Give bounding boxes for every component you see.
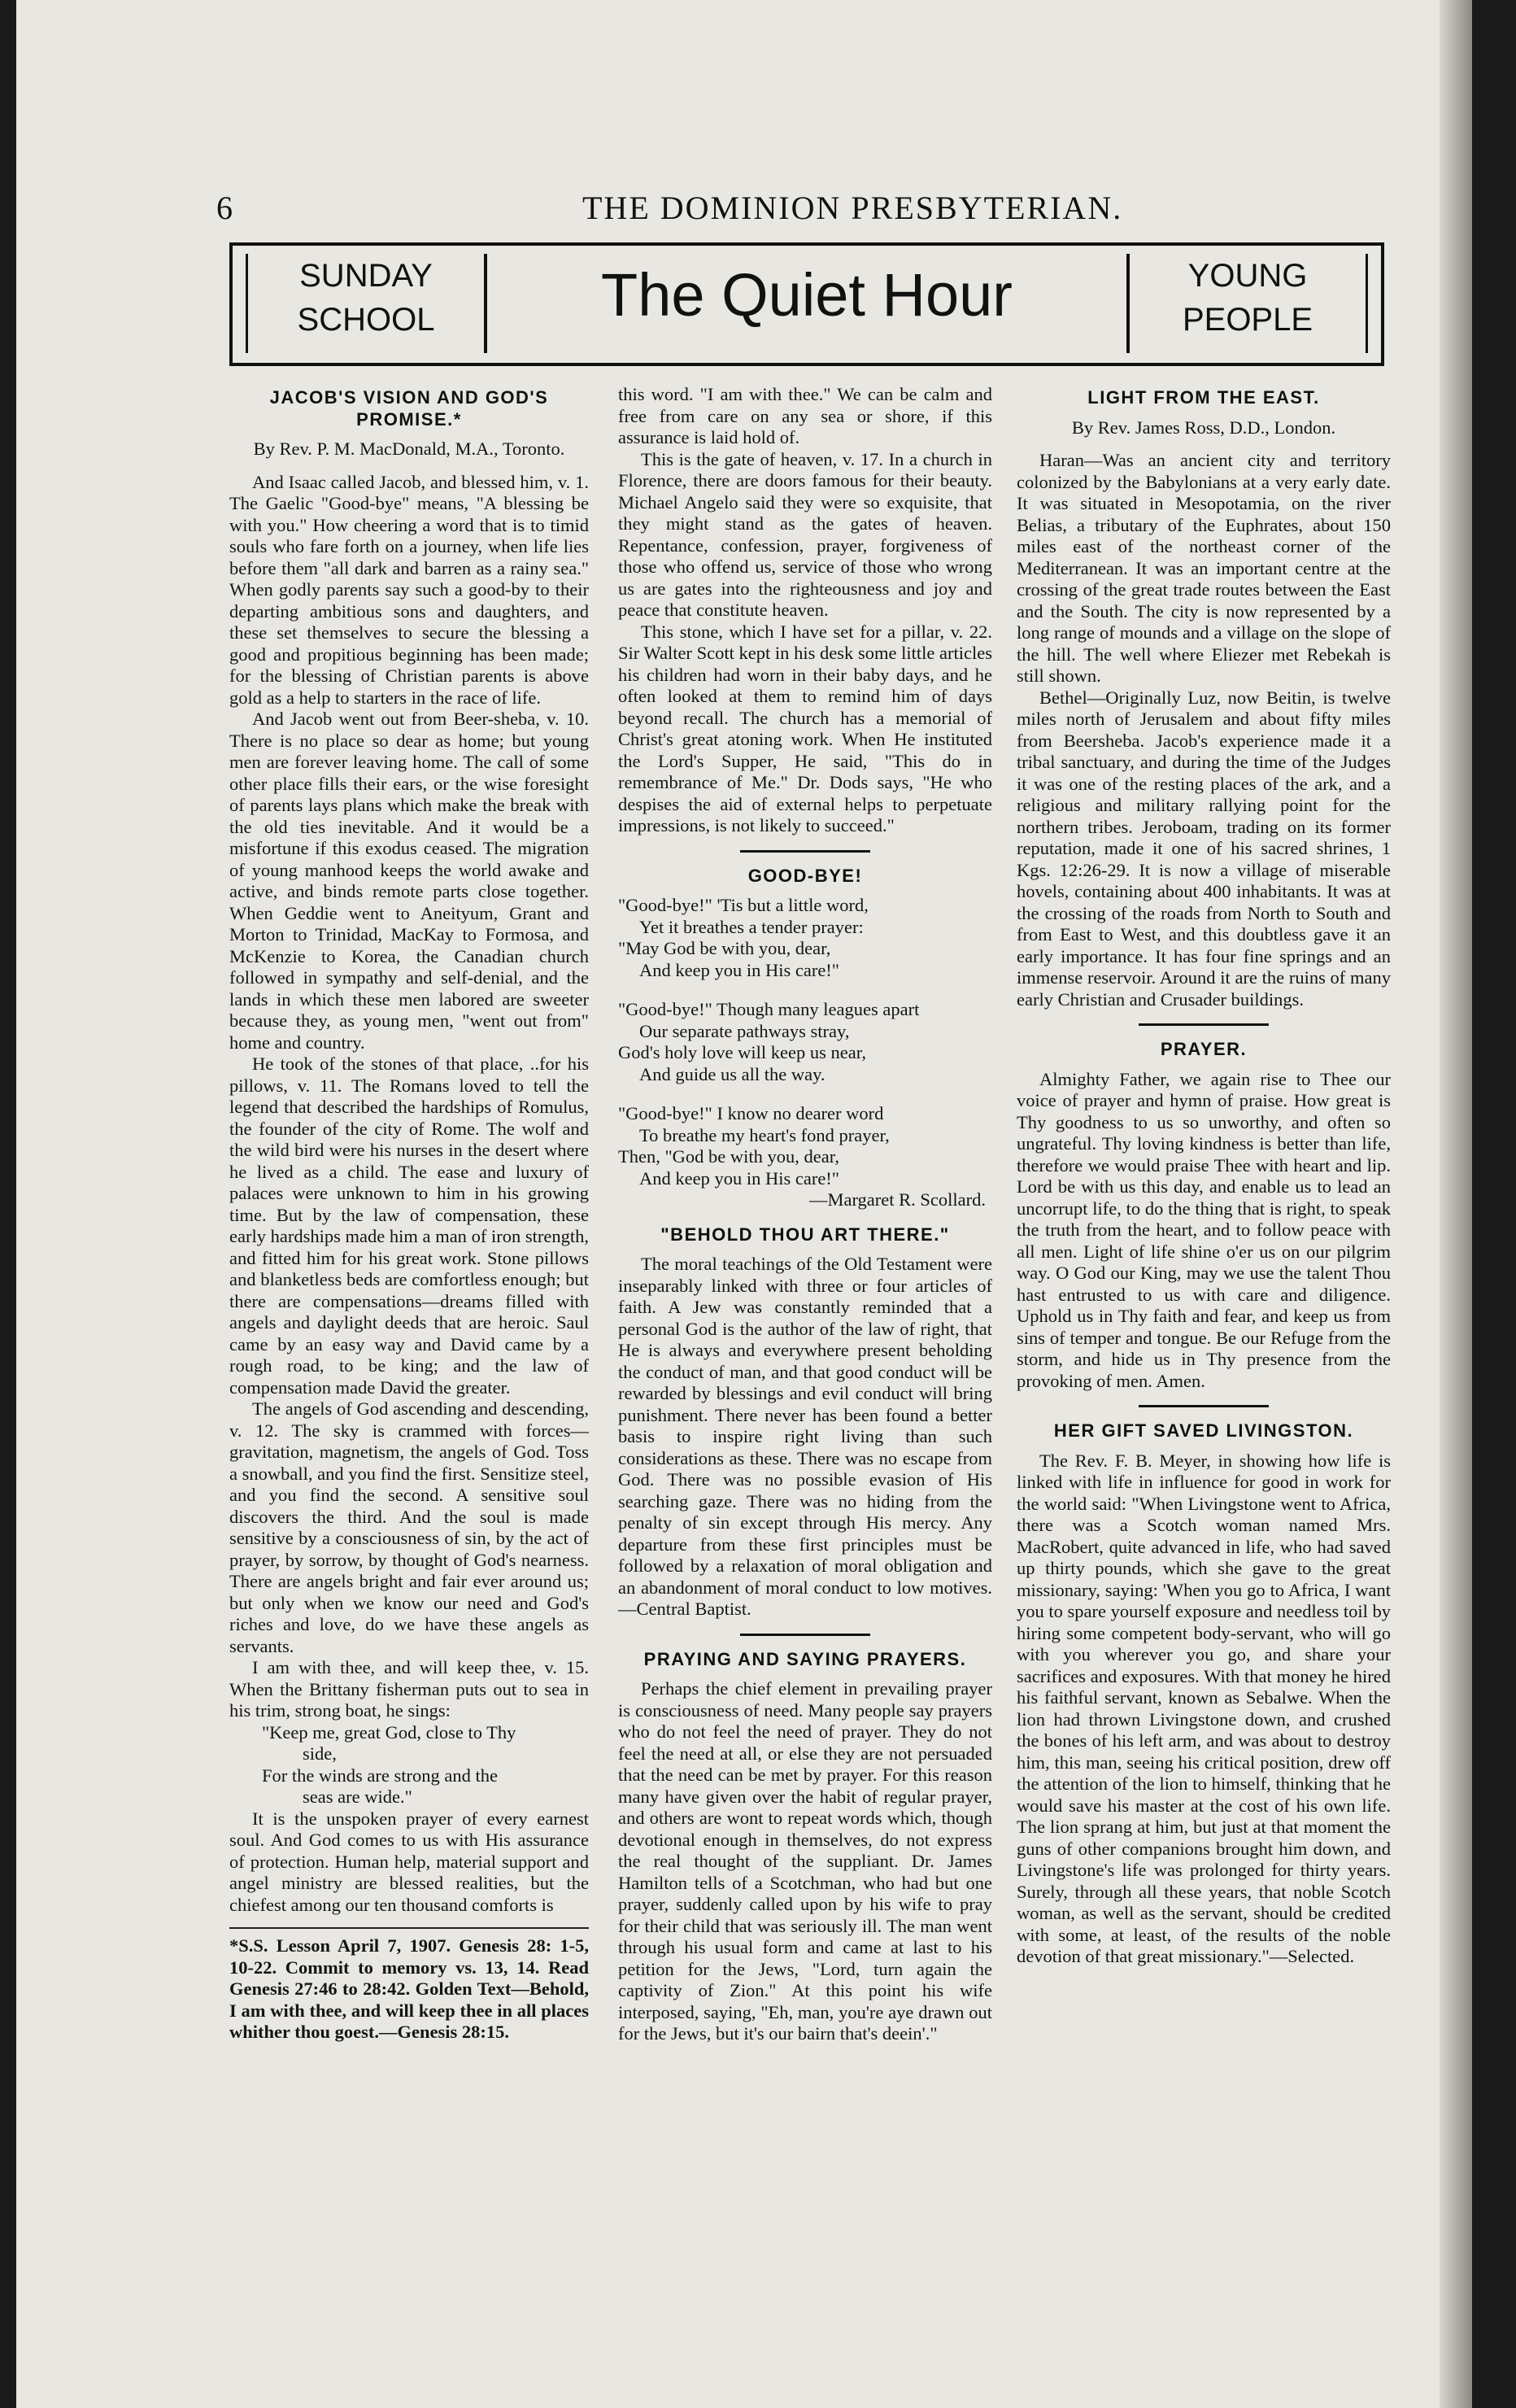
poem-line: And keep you in His care!" [639,959,839,980]
page-edge-shadow [1440,0,1472,2408]
article-byline: By Rev. James Ross, D.D., London. [1071,417,1336,438]
banner-right-line1: YOUNG [1187,258,1308,294]
article-byline: By Rev. P. M. MacDonald, M.A., Toronto. [253,438,565,459]
song-line: For the winds are strong and the [262,1765,498,1786]
column-1 [229,384,589,2044]
poem-line: Yet it breathes a tender prayer: [639,916,864,937]
poem-line: To breathe my heart's fond prayer, [639,1124,890,1145]
article-title-jacobs-vision: JACOB'S VISION AND GOD'S PROMISE.* [269,387,549,430]
banner-title: The Quiet Hour [601,261,1013,329]
article-paragraph: He took of the stones of that place, ..for his pillows, v. 11. The Romans loved to tell the legend that described the hardships of Romulus, the founder of the city of Rome. The wolf and the wild bird were his nurses in the desert where he lived as a child. The ease and luxury of palaces were unknown to him in his growing time. But by the law of compensation, these early hardships made him a man of iron strength, and fitted him for his great work. Stone pillows and blanketless beds are comfortless enough; but there are compensations—dreams filled with angels and daylight deeds that are heroic. Saul came by an easy way and David came by a rough road, to be king; and the law of compensation made David the greater. [229,1054,589,1398]
poem-line: "May God be with you, dear, [618,938,831,958]
song-line: "Keep me, great God, close to Thy [262,1721,516,1743]
footnote-text: *S.S. Lesson April 7, 1907. Genesis 28: 1-5, 10-22. Commit to memory vs. 13, 14. Read Genesis 27:46 to 28:42. Golden Text—Behold, I am with thee, and will keep thee in all places whither thou goest.—Genesis 28:15. [229,1935,589,2042]
poem-line: God's holy love will keep us near, [618,1042,866,1062]
banner-right-box [1126,254,1368,353]
song-line: seas are wide." [303,1786,412,1807]
poem-line: And keep you in His care!" [639,1167,839,1189]
section-banner [229,242,1384,366]
poem-title-goodbye: GOOD-BYE! [747,865,863,886]
banner-right-line2: PEOPLE [1182,302,1313,338]
article-paragraph: The angels of God ascending and descending, v. 12. The sky is crammed with forces—gravitation, magnetism, the angels of God. Toss a snowball, and you find the first. Sensitize steel, and you find the second. A sensitive soul discovers the third. And the soul is made sensitive by a consciousness of sin, by the act of prayer, by sorrow, by thought of God's nearness. There are angels bright and fair ever around us; but only when we know our need and God's riches and love, do we have these angels as servants. [229,1398,589,1656]
poem-line: "Good-bye!" 'Tis but a little word, [618,895,869,915]
poem-line: Then, "God be with you, dear, [618,1146,839,1167]
article-paragraph: The Rev. F. B. Meyer, in showing how life is linked with life in influence for good in work for the world said: "When Livingstone went to Africa, there was a Scotch woman named Mrs. MacRobert, quite advanced in life, who had saved up thirty pounds, which she gave to the great missionary, saying: 'When you go to Africa, I want you to spare yourself exposure and needless toil by hiring some competent body-servant, who will go with you wherever you go, and share your sacrifices and exposures. With that money he hired his faithful servant, known as Sebalwe. When the lion had thrown Livingstone down, and crushed the bones of his left arm, and was about to destroy him, this man, seeing his critical position, drew off the attention of the lion to himself, thinking that he would save his master at the cost of his own life. The lion sprang at him, but just at that moment the guns of other companions brought him down, and Livingstone's life was prolonged for thirty years. Surely, through all these years, that noble Scotch woman, as well as the servant, should be credited with some, at least, of the results of the noble devotion of that great missionary."—Selected. [1017,1450,1391,1966]
goodbye-poem [618,895,992,1211]
article-paragraph: Almighty Father, we again rise to Thee our voice of prayer and hymn of praise. How great is Thy goodness to us so unworthy, and often so ungrateful. Thy loving kindness is better than life, therefore we would praise Thee with heart and lip. Lord be with us this day, and enable us to lead an uncorrupt life, to do the thing that is right, to speak the truth from the heart, and to follow peace with all men. Light of life shine o'er us on our pilgrim way. O God our King, may we use the talent Thou hast entrusted to us with care and diligence. Uphold us in Thy faith and fear, and keep us from sins of temper and tongue. Be our Refuge from the storm, and hide us in Thy presence from the provoking of men. Amen. [1017,1068,1391,1391]
banner-left-line2: SCHOOL [297,302,435,338]
article-title-her-gift: HER GIFT SAVED LIVINGSTON. [1053,1420,1354,1441]
article-paragraph: Bethel—Originally Luz, now Beitin, is twelve miles north of Jerusalem and about fifty miles from Beersheba. Jacob's experience made it a tribal sanctuary, and during the time of the Judges it was one of the resting places of the ark, and a religious and military rallying point for the northern tribes. Jeroboam, trading on its former reputation, made it one of his sacred shrines, 1 Kgs. 12:26-29. It is now a village of miserable hovels, containing about 400 inhabitants. It was at the crossing of the roads from North to South and from East to West, and this doubtless gave it an early importance. It has four fine springs and an immense reservoir. Around it are the ruins of many early Christian and Crusader buildings. [1017,687,1391,1010]
article-title-prayer: PRAYER. [1160,1039,1248,1059]
article-title-light-from-east: LIGHT FROM THE EAST. [1087,387,1320,408]
poem-line: And guide us all the way. [639,1063,826,1084]
banner-left-line1: SUNDAY [299,258,433,294]
banner-left-box [246,254,487,353]
publication-title: THE DOMINION PRESBYTERIAN. [582,190,1123,226]
article-title-praying: PRAYING AND SAYING PRAYERS. [643,1648,967,1669]
article-paragraph: The moral teachings of the Old Testament were inseparably linked with three or four articles of faith. A Jew was constantly reminded that a personal God is the author of the law of right, that He is always and everywhere present beholding the conduct of man, and that good conduct will be rewarded by blessings and evil conduct will bring punishment. There never has been found a better basis to inspire right living than such considerations as these. There was no escape from God. There was no possible evasion of His searching gaze. There was no hiding from the penalty of sin except through His mercy. Any departure from these first principles must be followed by a relaxation of moral obligation and an abandonment of moral conduct to low motives.—Central Baptist. [618,1254,992,1619]
lesson-footnote [229,1927,589,2044]
newspaper-page [16,0,1472,2408]
song-line: side, [303,1743,337,1764]
poem-line: "Good-bye!" I know no dearer word [618,1103,884,1123]
article-paragraph: It is the unspoken prayer of every earnest soul. And God comes to us with His assurance of protection. Human help, material support and angel ministry are blessed realities, but the chiefest among our ten thousand comforts is [229,1808,589,1915]
article-paragraph: I am with thee, and will keep thee, v. 15. When the Brittany fisherman puts out to sea in his trim, strong boat, he sings: [229,1657,589,1721]
article-paragraph: And Isaac called Jacob, and blessed him, v. 1. The Gaelic "Good-bye" means, "A blessing be with you." How cheering a word that is to timid souls who fare forth on a journey, when life lies before them "all dark and barren as a rainy sea." When godly parents say such a good-by to their departing ambitious sons and daughters, and these set themselves to secure the blessing a good and propitious beginning has been made; for the blessing of Christian parents is above gold as a help to starters in the race of life. [229,471,589,708]
section-divider [1139,1023,1269,1026]
article-paragraph: And Jacob went out from Beer-sheba, v. 10. There is no place so dear as home; but young men are forever leaving home. The call of some other place fills their ears, or the wise foresight of parents lays plans which make the break with the old ties inevitable. And it would be a misfortune if this exodus ceased. The migration of young manhood keeps the world awake and active, and binds remote parts close together. When Geddie went to Aneityum, Grant and Morton to Trinidad, MacKay to Formosa, and McKenzie to Korea, the Canadian church followed in sympathy and self-denial, and the lands in which these men labored are sweeter because they, as young men, "went out from" home and country. [229,709,589,1053]
poem-author: —Margaret R. Scollard. [808,1189,986,1210]
poem-line: "Good-bye!" Though many leagues apart [618,999,920,1019]
article-paragraph: this word. "I am with thee." We can be calm and free from care on any sea or shore, if this assurance is laid hold of. [618,384,992,447]
page-number: 6 [216,190,233,226]
section-divider [740,1634,870,1636]
column-2 [618,384,992,2045]
article-paragraph: This is the gate of heaven, v. 17. In a church in Florence, there are doors famous for their beauty. Michael Angelo said they were so exquisite, that they might stand as the gates of heaven. Repentance, confession, prayer, forgiveness of those who offend us, service of those who wrong us are gates into the righteousness and joy and peace that constitute heaven. [618,448,992,620]
running-header [216,189,1396,229]
column-3 [1017,384,1391,1968]
section-divider [740,850,870,853]
article-paragraph: Perhaps the chief element in prevailing prayer is consciousness of need. Many people say prayers who do not feel the need of prayer. They do not feel the need at all, or else they are not persuaded that the need can be met by prayer. For this reason many have given over the habit of regular prayer, and others are wont to repeat words which, though devotional enough in themselves, do not express the real thought of the suppliant. Dr. James Hamilton tells of a Scotchman, who had but one prayer, suddenly called upon by his wife to pray for their child that was seriously ill. The man went through his usual form and came at last to his petition for the Jews, "Lord, turn again the captivity of Zion." At this point his wife interposed, saying, "Eh, man, you're aye drawn out for the Jews, but it's our bairn that's deein'." [618,1678,992,2044]
article-paragraph: This stone, which I have set for a pillar, v. 22. Sir Walter Scott kept in his desk some little articles his children had worn in their baby days, and he often looked at them to remind him of days beyond recall. The church has a memorial of Christ's great atoning work. When He instituted the Lord's Supper, He said, "This do in remembrance of Me." Dr. Dods says, "He who despises the aid of external helps to perpetuate impressions, is not likely to succeed." [618,621,992,835]
article-paragraph: Haran—Was an ancient city and territory colonized by the Babylonians at a very early date. It was situated in Mesopotamia, on the river Belias, a tributary of the Euphrates, about 150 miles east of the northeast corner of the Mediterranean. It was an important centre at the crossing of the great trade routes between the East and the South. The city is now represented by a long range of mounds and a village on the slope of the hill. The well where Eliezer met Rebekah is still shown. [1017,450,1391,686]
section-divider [1139,1405,1269,1407]
fisherman-song [229,1722,589,1808]
poem-line: Our separate pathways stray, [639,1020,850,1041]
article-title-behold: "BEHOLD THOU ART THERE." [660,1224,950,1245]
